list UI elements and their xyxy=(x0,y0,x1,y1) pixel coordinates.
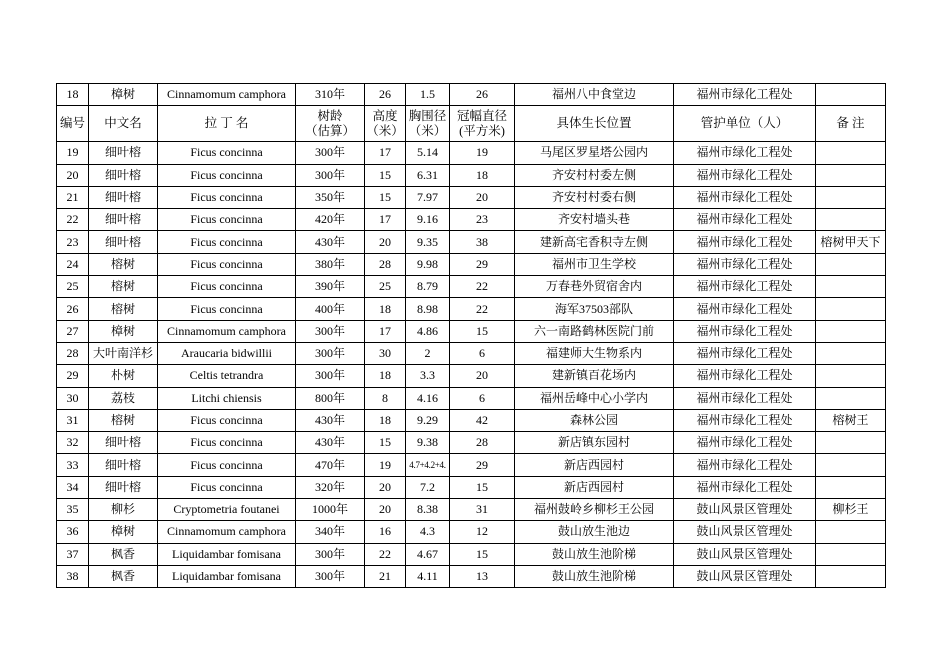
table-row xyxy=(57,521,886,543)
cell-crown: 18 xyxy=(450,164,515,186)
cell-height: 25 xyxy=(365,276,406,298)
table-row xyxy=(57,298,886,320)
cell-age: 1000年 xyxy=(296,499,365,521)
cell-girth: 9.29 xyxy=(406,409,450,431)
cell-girth: 9.98 xyxy=(406,253,450,275)
cell-crown: 15 xyxy=(450,543,515,565)
cell-latin-name: Cinnamomum camphora xyxy=(158,521,296,543)
cell-remark xyxy=(816,84,886,106)
cell-latin-name: Ficus concinna xyxy=(158,142,296,164)
cell-crown: 15 xyxy=(450,320,515,342)
cell-no: 30 xyxy=(57,387,89,409)
cell-latin-name: Celtis tetrandra xyxy=(158,365,296,387)
cell-girth: 2 xyxy=(406,342,450,364)
header-girth-line1: 胸围径 xyxy=(408,108,447,123)
cell-height: 8 xyxy=(365,387,406,409)
cell-no: 26 xyxy=(57,298,89,320)
cell-location: 福州市卫生学校 xyxy=(515,253,674,275)
cell-location: 鼓山放生池边 xyxy=(515,521,674,543)
cell-age: 300年 xyxy=(296,365,365,387)
cell-height: 15 xyxy=(365,432,406,454)
cell-location: 福州八中食堂边 xyxy=(515,84,674,106)
cell-no: 20 xyxy=(57,164,89,186)
cell-crown: 22 xyxy=(450,276,515,298)
cell-cn-name: 柳杉 xyxy=(89,499,158,521)
cell-crown: 23 xyxy=(450,209,515,231)
table-row xyxy=(57,543,886,565)
header-height-line1: 高度 xyxy=(372,108,398,123)
cell-age: 300年 xyxy=(296,320,365,342)
cell-cn-name: 细叶榕 xyxy=(89,454,158,476)
cell-age: 300年 xyxy=(296,342,365,364)
cell-unit: 福州市绿化工程处 xyxy=(674,320,816,342)
cell-location: 齐安村村委左侧 xyxy=(515,164,674,186)
cell-unit: 福州市绿化工程处 xyxy=(674,298,816,320)
cell-unit: 福州市绿化工程处 xyxy=(674,186,816,208)
table-row xyxy=(57,142,886,164)
table-row xyxy=(57,409,886,431)
cell-girth: 9.35 xyxy=(406,231,450,253)
cell-remark xyxy=(816,365,886,387)
cell-age: 310年 xyxy=(296,84,365,106)
cell-no: 23 xyxy=(57,231,89,253)
cell-no: 22 xyxy=(57,209,89,231)
cell-crown: 29 xyxy=(450,253,515,275)
header-height-line2: （米） xyxy=(366,123,404,138)
header-crown-line1: 冠幅直径 xyxy=(456,108,507,123)
cell-cn-name: 细叶榕 xyxy=(89,476,158,498)
cell-location: 新店西园村 xyxy=(515,476,674,498)
cell-latin-name: Ficus concinna xyxy=(158,432,296,454)
cell-cn-name: 细叶榕 xyxy=(89,142,158,164)
cell-cn-name: 榕树 xyxy=(89,253,158,275)
cell-girth: 4.86 xyxy=(406,320,450,342)
cell-location: 新店西园村 xyxy=(515,454,674,476)
cell-latin-name: Ficus concinna xyxy=(158,476,296,498)
cell-remark xyxy=(816,186,886,208)
cell-crown: 6 xyxy=(450,342,515,364)
table-row xyxy=(57,84,886,106)
header-age-line2: （估算） xyxy=(304,123,355,138)
cell-crown: 15 xyxy=(450,476,515,498)
cell-remark xyxy=(816,387,886,409)
cell-remark xyxy=(816,432,886,454)
cell-age: 320年 xyxy=(296,476,365,498)
header-latin-name: 拉 丁 名 xyxy=(158,106,296,142)
cell-no: 19 xyxy=(57,142,89,164)
cell-location: 森林公园 xyxy=(515,409,674,431)
cell-no: 32 xyxy=(57,432,89,454)
cell-height: 19 xyxy=(365,454,406,476)
header-age-line1: 树龄 xyxy=(317,108,343,123)
cell-remark xyxy=(816,521,886,543)
cell-no: 21 xyxy=(57,186,89,208)
cell-latin-name: Ficus concinna xyxy=(158,209,296,231)
cell-height: 17 xyxy=(365,209,406,231)
cell-crown: 20 xyxy=(450,186,515,208)
tree-registry-table xyxy=(56,83,886,588)
cell-age: 380年 xyxy=(296,253,365,275)
cell-location: 福州鼓岭乡柳杉王公园 xyxy=(515,499,674,521)
cell-crown: 6 xyxy=(450,387,515,409)
cell-latin-name: Ficus concinna xyxy=(158,454,296,476)
cell-cn-name: 樟树 xyxy=(89,320,158,342)
cell-unit: 福州市绿化工程处 xyxy=(674,276,816,298)
cell-crown: 31 xyxy=(450,499,515,521)
cell-remark xyxy=(816,454,886,476)
cell-height: 20 xyxy=(365,231,406,253)
cell-cn-name: 细叶榕 xyxy=(89,209,158,231)
cell-remark: 榕树甲天下 xyxy=(816,231,886,253)
header-remark: 备 注 xyxy=(816,106,886,142)
cell-cn-name: 细叶榕 xyxy=(89,164,158,186)
cell-remark xyxy=(816,476,886,498)
cell-height: 21 xyxy=(365,565,406,587)
table-row xyxy=(57,476,886,498)
cell-cn-name: 细叶榕 xyxy=(89,231,158,253)
cell-remark xyxy=(816,565,886,587)
cell-crown: 42 xyxy=(450,409,515,431)
cell-age: 800年 xyxy=(296,387,365,409)
cell-remark xyxy=(816,142,886,164)
header-girth xyxy=(406,106,450,142)
cell-cn-name: 枫香 xyxy=(89,565,158,587)
cell-no: 28 xyxy=(57,342,89,364)
cell-age: 430年 xyxy=(296,409,365,431)
cell-latin-name: Ficus concinna xyxy=(158,186,296,208)
table-row xyxy=(57,209,886,231)
cell-age: 340年 xyxy=(296,521,365,543)
cell-location: 福州岳峰中心小学内 xyxy=(515,387,674,409)
cell-remark: 柳杉王 xyxy=(816,499,886,521)
table-row xyxy=(57,365,886,387)
table-row xyxy=(57,186,886,208)
cell-unit: 福州市绿化工程处 xyxy=(674,209,816,231)
cell-location: 新店镇东园村 xyxy=(515,432,674,454)
cell-girth: 6.31 xyxy=(406,164,450,186)
table-row xyxy=(57,231,886,253)
cell-cn-name: 大叶南洋杉 xyxy=(89,342,158,364)
cell-no: 29 xyxy=(57,365,89,387)
cell-unit: 鼓山风景区管理处 xyxy=(674,521,816,543)
cell-unit: 福州市绿化工程处 xyxy=(674,387,816,409)
cell-latin-name: Araucaria bidwillii xyxy=(158,342,296,364)
cell-girth: 4.11 xyxy=(406,565,450,587)
cell-remark: 榕树王 xyxy=(816,409,886,431)
cell-crown: 29 xyxy=(450,454,515,476)
cell-age: 400年 xyxy=(296,298,365,320)
cell-cn-name: 枫香 xyxy=(89,543,158,565)
cell-location: 齐安村村委右侧 xyxy=(515,186,674,208)
cell-age: 430年 xyxy=(296,432,365,454)
header-row xyxy=(57,106,886,142)
cell-remark xyxy=(816,342,886,364)
cell-location: 鼓山放生池阶梯 xyxy=(515,565,674,587)
cell-crown: 13 xyxy=(450,565,515,587)
cell-latin-name: Cryptometria foutanei xyxy=(158,499,296,521)
cell-location: 六一南路鹤林医院门前 xyxy=(515,320,674,342)
table-row xyxy=(57,253,886,275)
cell-unit: 鼓山风景区管理处 xyxy=(674,565,816,587)
cell-latin-name: Liquidambar fomisana xyxy=(158,543,296,565)
cell-crown: 26 xyxy=(450,84,515,106)
header-girth-line2: （米） xyxy=(408,123,447,138)
cell-remark xyxy=(816,209,886,231)
cell-latin-name: Ficus concinna xyxy=(158,253,296,275)
cell-unit: 福州市绿化工程处 xyxy=(674,365,816,387)
cell-no: 27 xyxy=(57,320,89,342)
cell-height: 15 xyxy=(365,186,406,208)
cell-latin-name: Cinnamomum camphora xyxy=(158,84,296,106)
header-crown-line2: (平方米) xyxy=(459,123,505,138)
cell-girth: 3.3 xyxy=(406,365,450,387)
cell-latin-name: Ficus concinna xyxy=(158,409,296,431)
table-row xyxy=(57,432,886,454)
cell-no: 18 xyxy=(57,84,89,106)
cell-unit: 福州市绿化工程处 xyxy=(674,409,816,431)
cell-height: 16 xyxy=(365,521,406,543)
cell-cn-name: 荔枝 xyxy=(89,387,158,409)
cell-unit: 福州市绿化工程处 xyxy=(674,253,816,275)
header-height xyxy=(365,106,406,142)
header-age xyxy=(296,106,365,142)
cell-height: 17 xyxy=(365,320,406,342)
cell-girth: 4.7+4.2+4. xyxy=(406,454,450,476)
cell-unit: 福州市绿化工程处 xyxy=(674,476,816,498)
cell-girth: 9.16 xyxy=(406,209,450,231)
cell-remark xyxy=(816,276,886,298)
cell-location: 建新高宅香积寺左侧 xyxy=(515,231,674,253)
cell-unit: 鼓山风景区管理处 xyxy=(674,499,816,521)
cell-unit: 福州市绿化工程处 xyxy=(674,164,816,186)
cell-no: 38 xyxy=(57,565,89,587)
table-row xyxy=(57,342,886,364)
cell-age: 470年 xyxy=(296,454,365,476)
cell-latin-name: Cinnamomum camphora xyxy=(158,320,296,342)
cell-no: 25 xyxy=(57,276,89,298)
cell-remark xyxy=(816,298,886,320)
cell-unit: 福州市绿化工程处 xyxy=(674,454,816,476)
cell-girth: 8.38 xyxy=(406,499,450,521)
cell-cn-name: 榕树 xyxy=(89,276,158,298)
cell-latin-name: Liquidambar fomisana xyxy=(158,565,296,587)
cell-age: 300年 xyxy=(296,164,365,186)
cell-height: 17 xyxy=(365,142,406,164)
cell-location: 福建师大生物系内 xyxy=(515,342,674,364)
cell-crown: 22 xyxy=(450,298,515,320)
cell-age: 390年 xyxy=(296,276,365,298)
cell-height: 18 xyxy=(365,409,406,431)
cell-latin-name: Litchi chiensis xyxy=(158,387,296,409)
cell-age: 350年 xyxy=(296,186,365,208)
table-row xyxy=(57,454,886,476)
cell-no: 24 xyxy=(57,253,89,275)
cell-no: 37 xyxy=(57,543,89,565)
cell-location: 建新镇百花场内 xyxy=(515,365,674,387)
cell-height: 18 xyxy=(365,298,406,320)
cell-unit: 福州市绿化工程处 xyxy=(674,84,816,106)
table-row xyxy=(57,276,886,298)
cell-girth: 4.16 xyxy=(406,387,450,409)
cell-girth: 5.14 xyxy=(406,142,450,164)
cell-crown: 19 xyxy=(450,142,515,164)
cell-age: 300年 xyxy=(296,565,365,587)
header-crown xyxy=(450,106,515,142)
cell-height: 28 xyxy=(365,253,406,275)
cell-unit: 福州市绿化工程处 xyxy=(674,342,816,364)
cell-no: 31 xyxy=(57,409,89,431)
header-cn-name: 中文名 xyxy=(89,106,158,142)
table-row xyxy=(57,387,886,409)
cell-latin-name: Ficus concinna xyxy=(158,276,296,298)
cell-location: 万春巷外贸宿舍内 xyxy=(515,276,674,298)
cell-height: 20 xyxy=(365,476,406,498)
cell-remark xyxy=(816,320,886,342)
cell-height: 26 xyxy=(365,84,406,106)
cell-girth: 4.67 xyxy=(406,543,450,565)
table-row xyxy=(57,320,886,342)
header-unit: 管护单位（人） xyxy=(674,106,816,142)
cell-location: 马尾区罗星塔公园内 xyxy=(515,142,674,164)
cell-cn-name: 樟树 xyxy=(89,521,158,543)
cell-unit: 福州市绿化工程处 xyxy=(674,142,816,164)
cell-age: 420年 xyxy=(296,209,365,231)
cell-no: 36 xyxy=(57,521,89,543)
cell-latin-name: Ficus concinna xyxy=(158,231,296,253)
cell-height: 22 xyxy=(365,543,406,565)
cell-unit: 福州市绿化工程处 xyxy=(674,432,816,454)
cell-cn-name: 榕树 xyxy=(89,409,158,431)
cell-age: 300年 xyxy=(296,543,365,565)
header-no: 编号 xyxy=(57,106,89,142)
cell-girth: 7.97 xyxy=(406,186,450,208)
table-row xyxy=(57,499,886,521)
header-location: 具体生长位置 xyxy=(515,106,674,142)
cell-no: 33 xyxy=(57,454,89,476)
cell-girth: 8.79 xyxy=(406,276,450,298)
cell-location: 海军37503部队 xyxy=(515,298,674,320)
cell-height: 15 xyxy=(365,164,406,186)
cell-height: 20 xyxy=(365,499,406,521)
cell-crown: 12 xyxy=(450,521,515,543)
cell-cn-name: 细叶榕 xyxy=(89,186,158,208)
cell-cn-name: 细叶榕 xyxy=(89,432,158,454)
cell-no: 34 xyxy=(57,476,89,498)
cell-age: 300年 xyxy=(296,142,365,164)
cell-location: 鼓山放生池阶梯 xyxy=(515,543,674,565)
cell-girth: 7.2 xyxy=(406,476,450,498)
cell-girth: 4.3 xyxy=(406,521,450,543)
cell-remark xyxy=(816,253,886,275)
cell-age: 430年 xyxy=(296,231,365,253)
cell-height: 30 xyxy=(365,342,406,364)
table-row xyxy=(57,164,886,186)
cell-crown: 20 xyxy=(450,365,515,387)
cell-height: 18 xyxy=(365,365,406,387)
cell-location: 齐安村墙头巷 xyxy=(515,209,674,231)
cell-unit: 鼓山风景区管理处 xyxy=(674,543,816,565)
cell-cn-name: 朴树 xyxy=(89,365,158,387)
cell-crown: 28 xyxy=(450,432,515,454)
cell-cn-name: 樟树 xyxy=(89,84,158,106)
cell-latin-name: Ficus concinna xyxy=(158,164,296,186)
cell-remark xyxy=(816,543,886,565)
cell-unit: 福州市绿化工程处 xyxy=(674,231,816,253)
cell-girth: 9.38 xyxy=(406,432,450,454)
cell-girth: 1.5 xyxy=(406,84,450,106)
cell-latin-name: Ficus concinna xyxy=(158,298,296,320)
table-row xyxy=(57,565,886,587)
cell-crown: 38 xyxy=(450,231,515,253)
cell-girth: 8.98 xyxy=(406,298,450,320)
cell-remark xyxy=(816,164,886,186)
cell-no: 35 xyxy=(57,499,89,521)
cell-cn-name: 榕树 xyxy=(89,298,158,320)
